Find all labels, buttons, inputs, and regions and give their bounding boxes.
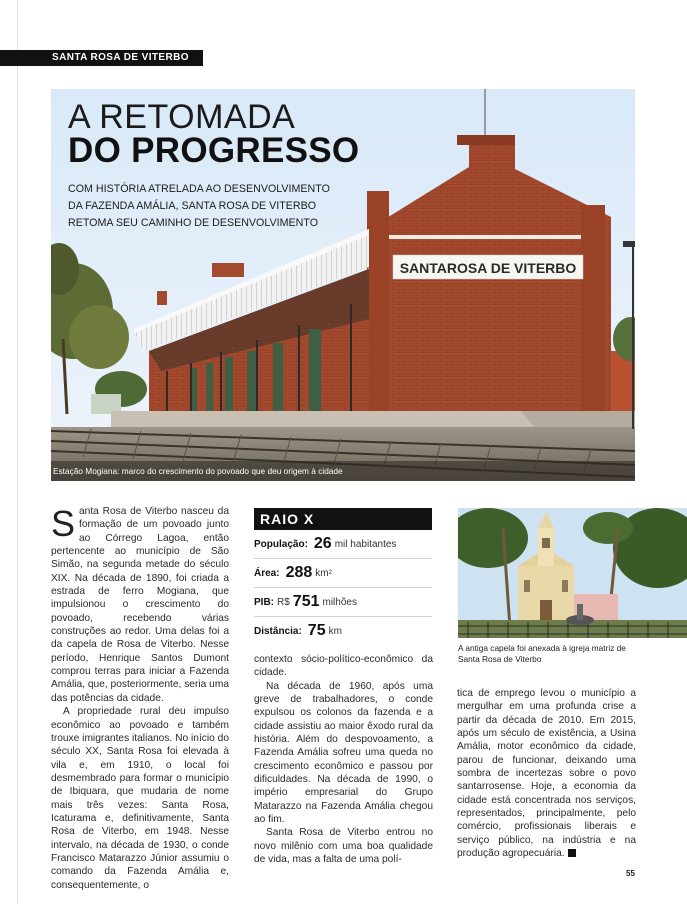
stat-value: 75: [307, 622, 326, 639]
stat-label: Distância:: [254, 625, 302, 637]
paragraph: Na década de 1960, após uma greve de trabalhadores, o conde expulsou os colonos da fazenda e a cidade assistiu ao maior êxodo rural da história. Além do despovoamento, a Fazenda Amália sofreu uma queda no crescimento econômico e passou por dificuldades. Na década de 1990, o império empresarial do Grupo Matarazzo na Fazenda Amália chegou ao fim.: [254, 680, 433, 826]
stat-unit: milhões: [322, 596, 357, 608]
title-line-1: A RETOMADA: [68, 98, 296, 136]
church-caption: A antiga capela foi anexada à igreja matriz de Santa Rosa de Viterbo: [458, 643, 626, 664]
stat-label: PIB:: [254, 596, 274, 608]
page-number: 55: [626, 869, 635, 878]
paragraph: A propriedade rural deu impulso econômico ao povoado e também trouxe imigrantes italianos. No início do século XX, Santa Rosa foi elevada à vila e, em 1910, o local foi desmembrado para formar o município de Ibiquara, que mudaria de nome mais três vezes: Santa Rosa, Icaturama e, definitivamente, Santa Rosa de Viterbo, em 1948. Nesse intervalo, na década de 1930, o conde Francisco Matarazzo Júnior assumiu o comando da Fazenda Amália e, consequentemente, o: [51, 706, 229, 891]
subtitle-line: DA FAZENDA AMÁLIA, SANTA ROSA DE VITERBO: [68, 200, 317, 212]
raio-x-box: [254, 508, 432, 645]
paragraph: Santa Rosa de Viterbo entrou no novo milênio com uma boa qualidade de vida, mas a falta de uma polí-: [254, 827, 433, 866]
stat-label: População:: [254, 538, 308, 550]
title-line-2: DO PROGRESSO: [68, 131, 360, 171]
station-sign: SANTAROSA DE VITERBO: [399, 260, 577, 276]
paragraph: [457, 687, 636, 860]
article-column-1: [51, 505, 229, 892]
stat-unit: mil habitantes: [334, 538, 397, 550]
section-tag: SANTA ROSA DE VITERBO: [0, 50, 203, 66]
drop-cap: S: [51, 503, 76, 544]
stat-area: [254, 559, 432, 588]
paragraph-text: anta Rosa de Viterbo nasceu da formação de um povoado junto ao Córrego Lagoa, então pertencente ao município de São Simão, na segunda metade do século XIX. Na década de 1890, foi criada a estrada de ferro Mogiana, que impulsionou o crescimento do povoado, recebendo várias construções ao redor. Uma delas foi a da capela de Rosa de Viterbo. Nesse período, Henrique Santos Dumont comprou terras para iniciar a Fazenda Amália, que, posteriormente, seria uma das potências da cidade.: [51, 506, 229, 704]
subtitle-line: COM HISTÓRIA ATRELADA AO DESENVOLVIMENTO: [68, 183, 330, 195]
end-of-article-icon: [568, 849, 576, 857]
subtitle: [68, 181, 368, 232]
church-illustration: [458, 508, 687, 638]
stat-value: 288: [285, 564, 313, 581]
stat-currency: R$: [277, 596, 290, 608]
stat-unit: km: [328, 625, 342, 637]
stat-unit: km: [315, 567, 329, 579]
hero-photo: [51, 89, 635, 481]
church-photo: [458, 508, 687, 638]
stat-label: Área:: [254, 567, 280, 579]
paragraph: contexto sócio-político-econômico da cidade.: [254, 654, 433, 679]
page-spine-line: [17, 0, 18, 904]
page-title: [68, 98, 360, 171]
stat-population: [254, 530, 432, 559]
raio-x-title: RAIO X: [254, 508, 432, 530]
article-column-3: [457, 687, 636, 860]
subtitle-line: RETOMA SEU CAMINHO DE DESENVOLVIMENTO: [68, 217, 319, 229]
paragraph-text: tica de emprego levou o município a mergulhar em uma profunda crise a partir da década de 2010. Em 2015, após um século de existência, a Usina Amália, motor econômico da cidade, parou de funcionar, deixando uma sombra de incertezas sobre o povo santarrosense. Hoje, a economia da cidade está concentrada nos serviços, representados, principalmente, pelo comércio, profissionais liberais e serviço público, na indústria e na produção agropecuária.: [457, 688, 636, 860]
stat-unit-exponent: 2: [328, 570, 332, 576]
paragraph: [51, 505, 229, 705]
stat-pib: [254, 588, 432, 617]
stat-value: 26: [313, 535, 332, 552]
hero-caption: Estação Mogiana: marco do crescimento do povoado que deu origem à cidade: [53, 466, 343, 476]
article-column-2: [254, 653, 433, 867]
stat-distance: [254, 617, 432, 645]
stat-value: 751: [292, 593, 320, 610]
